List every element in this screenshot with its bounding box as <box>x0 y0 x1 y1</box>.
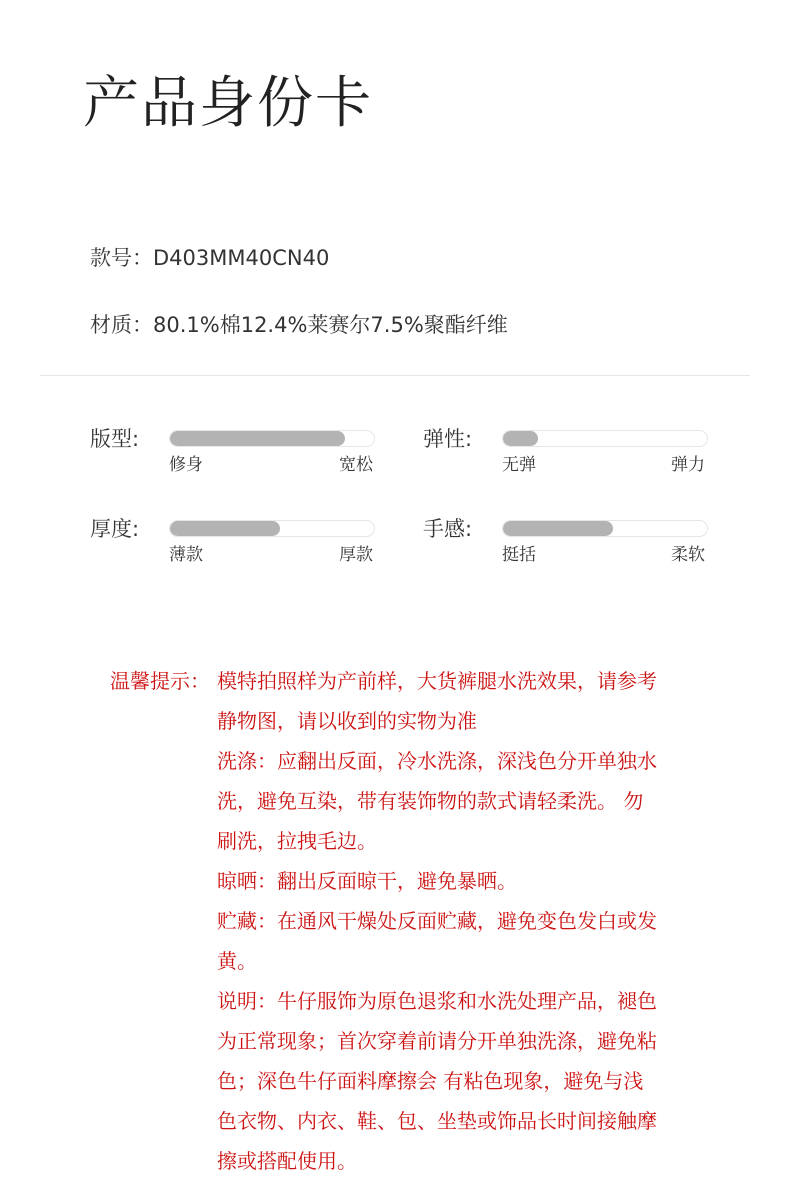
note-line: 说明：牛仔服饰为原色退浆和水洗处理产品，褪色 <box>217 989 657 1013</box>
attribute-label: 厚度: <box>90 517 140 541</box>
note-line: 模特拍照样为产前样，大货裤腿水洗效果，请参考 <box>217 669 657 693</box>
attribute-bar-fill <box>503 431 538 446</box>
note-line: 色衣物、内衣、鞋、包、坐垫或饰品长时间接触摩 <box>217 1109 657 1133</box>
attribute-min-label: 挺括 <box>502 545 536 565</box>
note-line: 晾晒：翻出反面晾干，避免暴晒。 <box>217 869 517 893</box>
note-line: 贮藏：在通风干燥处反面贮藏，避免变色发白或发 <box>217 909 657 933</box>
attribute-min-label: 修身 <box>169 455 203 475</box>
attribute-min-label: 无弹 <box>502 455 536 475</box>
attribute-bar-fill <box>170 431 345 446</box>
attribute-min-label: 薄款 <box>169 545 203 565</box>
material-info: 材质：80.1%棉12.4%莱赛尔7.5%聚酯纤维 <box>90 313 508 337</box>
attribute-label: 弹性: <box>423 427 473 451</box>
attribute-max-label: 柔软 <box>671 545 705 565</box>
notes-prefix: 温馨提示： <box>110 669 210 693</box>
divider <box>40 375 750 376</box>
note-line: 静物图，请以收到的实物为准 <box>217 709 477 733</box>
note-line: 黄。 <box>217 949 257 973</box>
note-line: 刷洗，拉拽毛边。 <box>217 829 377 853</box>
note-line: 擦或搭配使用。 <box>217 1149 357 1173</box>
note-line: 为正常现象；首次穿着前请分开单独洗涤，避免粘 <box>217 1029 657 1053</box>
attribute-bar <box>502 520 708 537</box>
attribute-max-label: 厚款 <box>339 545 373 565</box>
page-title: 产品身份卡 <box>83 71 373 136</box>
attribute-bar <box>502 430 708 447</box>
note-line: 洗，避免互染，带有装饰物的款式请轻柔洗。 勿 <box>217 789 644 813</box>
attribute-max-label: 弹力 <box>671 455 705 475</box>
attribute-bar <box>169 430 375 447</box>
note-line: 洗涤：应翻出反面，冷水洗涤，深浅色分开单独水 <box>217 749 657 773</box>
attribute-bar-fill <box>503 521 613 536</box>
attribute-bar-fill <box>170 521 280 536</box>
note-line: 色；深色牛仔面料摩擦会 有粘色现象，避免与浅 <box>217 1069 644 1093</box>
attribute-bar <box>169 520 375 537</box>
style-number: 款号：D403MM40CN40 <box>90 246 330 270</box>
attribute-label: 版型: <box>90 427 140 451</box>
attribute-label: 手感: <box>423 517 473 541</box>
attribute-max-label: 宽松 <box>339 455 373 475</box>
